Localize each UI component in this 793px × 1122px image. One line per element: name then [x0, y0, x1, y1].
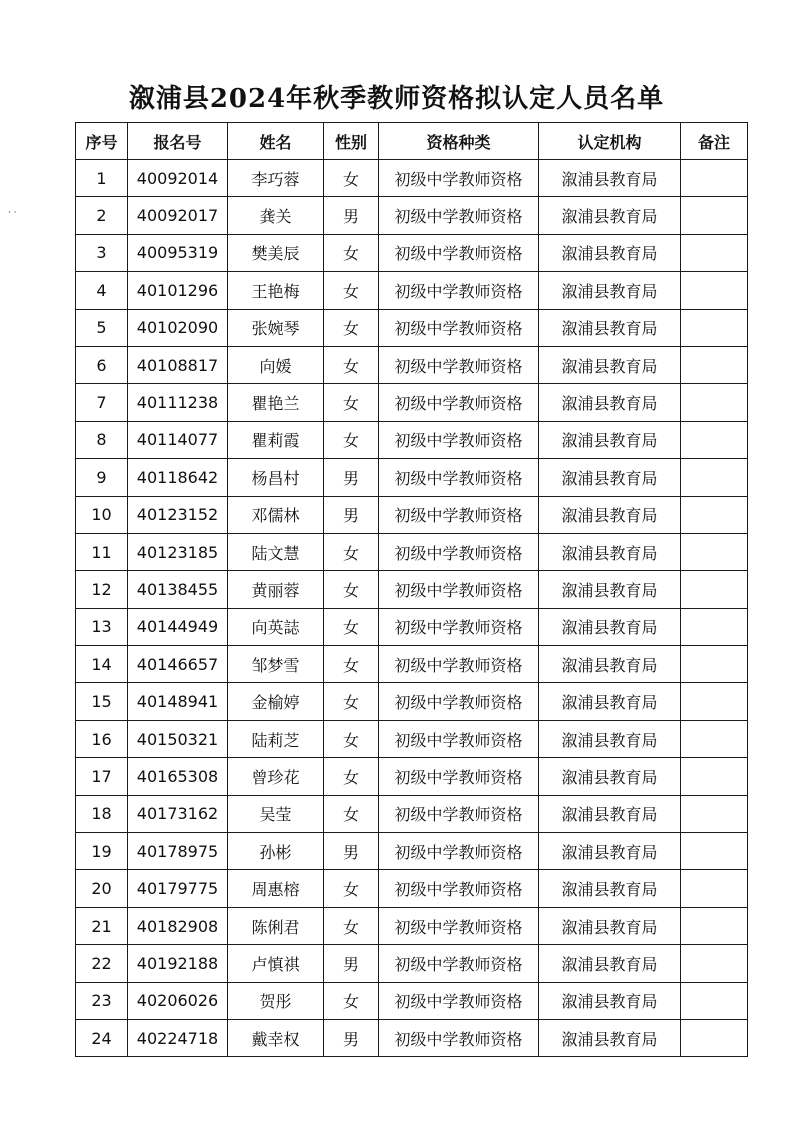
cell-remarks [681, 197, 748, 234]
cell-index: 9 [76, 459, 128, 496]
cell-certifying-agency: 溆浦县教育局 [539, 982, 681, 1019]
cell-registration-number: 40092014 [128, 160, 228, 197]
cell-registration-number: 40178975 [128, 833, 228, 870]
table-row [76, 309, 748, 346]
cell-name: 樊美辰 [228, 234, 324, 271]
cell-registration-number: 40150321 [128, 720, 228, 757]
cell-qualification-type: 初级中学教师资格 [379, 197, 539, 234]
cell-name: 陆文慧 [228, 533, 324, 570]
cell-name: 邓儒林 [228, 496, 324, 533]
cell-registration-number: 40144949 [128, 608, 228, 645]
cell-certifying-agency: 溆浦县教育局 [539, 1019, 681, 1056]
table-row [76, 160, 748, 197]
cell-remarks [681, 421, 748, 458]
cell-name: 李巧蓉 [228, 160, 324, 197]
cell-certifying-agency: 溆浦县教育局 [539, 533, 681, 570]
cell-index: 2 [76, 197, 128, 234]
header-index: 序号 [76, 123, 128, 160]
cell-name: 吴莹 [228, 795, 324, 832]
table-row [76, 1019, 748, 1056]
cell-gender: 男 [324, 833, 379, 870]
cell-certifying-agency: 溆浦县教育局 [539, 646, 681, 683]
cell-registration-number: 40123185 [128, 533, 228, 570]
cell-qualification-type: 初级中学教师资格 [379, 646, 539, 683]
cell-registration-number: 40148941 [128, 683, 228, 720]
cell-gender: 女 [324, 384, 379, 421]
cell-index: 5 [76, 309, 128, 346]
cell-qualification-type: 初级中学教师资格 [379, 533, 539, 570]
table-row [76, 945, 748, 982]
cell-qualification-type: 初级中学教师资格 [379, 496, 539, 533]
cell-remarks [681, 870, 748, 907]
cell-remarks [681, 272, 748, 309]
cell-gender: 女 [324, 272, 379, 309]
cell-name: 王艳梅 [228, 272, 324, 309]
cell-remarks [681, 646, 748, 683]
cell-index: 24 [76, 1019, 128, 1056]
table-row [76, 197, 748, 234]
cell-name: 瞿艳兰 [228, 384, 324, 421]
cell-gender: 女 [324, 608, 379, 645]
cell-registration-number: 40206026 [128, 982, 228, 1019]
cell-certifying-agency: 溆浦县教育局 [539, 160, 681, 197]
cell-certifying-agency: 溆浦县教育局 [539, 571, 681, 608]
cell-certifying-agency: 溆浦县教育局 [539, 608, 681, 645]
cell-remarks [681, 907, 748, 944]
cell-index: 3 [76, 234, 128, 271]
cell-registration-number: 40165308 [128, 758, 228, 795]
cell-certifying-agency: 溆浦县教育局 [539, 346, 681, 383]
cell-remarks [681, 571, 748, 608]
cell-certifying-agency: 溆浦县教育局 [539, 907, 681, 944]
cell-remarks [681, 795, 748, 832]
cell-registration-number: 40118642 [128, 459, 228, 496]
cell-certifying-agency: 溆浦县教育局 [539, 384, 681, 421]
table-row [76, 683, 748, 720]
cell-index: 13 [76, 608, 128, 645]
cell-index: 23 [76, 982, 128, 1019]
cell-certifying-agency: 溆浦县教育局 [539, 309, 681, 346]
cell-remarks [681, 683, 748, 720]
cell-index: 22 [76, 945, 128, 982]
table-row [76, 907, 748, 944]
cell-gender: 女 [324, 571, 379, 608]
table-row [76, 646, 748, 683]
table-row [76, 421, 748, 458]
cell-qualification-type: 初级中学教师资格 [379, 795, 539, 832]
cell-index: 16 [76, 720, 128, 757]
cell-certifying-agency: 溆浦县教育局 [539, 459, 681, 496]
cell-gender: 女 [324, 907, 379, 944]
cell-certifying-agency: 溆浦县教育局 [539, 683, 681, 720]
cell-registration-number: 40192188 [128, 945, 228, 982]
cell-gender: 女 [324, 870, 379, 907]
cell-name: 杨昌村 [228, 459, 324, 496]
cell-registration-number: 40179775 [128, 870, 228, 907]
cell-qualification-type: 初级中学教师资格 [379, 1019, 539, 1056]
cell-registration-number: 40108817 [128, 346, 228, 383]
cell-certifying-agency: 溆浦县教育局 [539, 272, 681, 309]
table-row [76, 870, 748, 907]
cell-certifying-agency: 溆浦县教育局 [539, 421, 681, 458]
cell-name: 向英誌 [228, 608, 324, 645]
cell-index: 17 [76, 758, 128, 795]
cell-qualification-type: 初级中学教师资格 [379, 870, 539, 907]
cell-remarks [681, 160, 748, 197]
cell-registration-number: 40095319 [128, 234, 228, 271]
cell-certifying-agency: 溆浦县教育局 [539, 870, 681, 907]
cell-name: 曾珍花 [228, 758, 324, 795]
cell-registration-number: 40173162 [128, 795, 228, 832]
header-gender: 性别 [324, 123, 379, 160]
page-title: 溆浦县2024年秋季教师资格拟认定人员名单 [128, 84, 665, 114]
cell-gender: 女 [324, 421, 379, 458]
cell-gender: 女 [324, 758, 379, 795]
cell-index: 11 [76, 533, 128, 570]
cell-name: 陆莉芝 [228, 720, 324, 757]
cell-name: 卢慎祺 [228, 945, 324, 982]
cell-name: 戴幸权 [228, 1019, 324, 1056]
cell-remarks [681, 945, 748, 982]
table-row [76, 608, 748, 645]
cell-qualification-type: 初级中学教师资格 [379, 346, 539, 383]
cell-qualification-type: 初级中学教师资格 [379, 720, 539, 757]
table-row [76, 795, 748, 832]
cell-gender: 女 [324, 982, 379, 1019]
cell-gender: 女 [324, 346, 379, 383]
table-row [76, 720, 748, 757]
table-row [76, 272, 748, 309]
header-remarks: 备注 [681, 123, 748, 160]
roster-table [75, 122, 748, 1057]
cell-qualification-type: 初级中学教师资格 [379, 421, 539, 458]
cell-registration-number: 40111238 [128, 384, 228, 421]
cell-index: 19 [76, 833, 128, 870]
cell-name: 周惠榕 [228, 870, 324, 907]
table-row [76, 384, 748, 421]
cell-remarks [681, 234, 748, 271]
cell-gender: 女 [324, 720, 379, 757]
cell-index: 21 [76, 907, 128, 944]
cell-registration-number: 40146657 [128, 646, 228, 683]
table-header [76, 123, 748, 160]
table-row [76, 982, 748, 1019]
scan-mark: · · [8, 208, 17, 218]
cell-remarks [681, 346, 748, 383]
cell-index: 10 [76, 496, 128, 533]
cell-name: 向媛 [228, 346, 324, 383]
header-qualification-type: 资格种类 [379, 123, 539, 160]
cell-qualification-type: 初级中学教师资格 [379, 459, 539, 496]
cell-gender: 女 [324, 533, 379, 570]
cell-index: 15 [76, 683, 128, 720]
header-row [76, 123, 748, 160]
cell-index: 8 [76, 421, 128, 458]
cell-qualification-type: 初级中学教师资格 [379, 683, 539, 720]
cell-certifying-agency: 溆浦县教育局 [539, 720, 681, 757]
cell-remarks [681, 982, 748, 1019]
cell-name: 陈俐君 [228, 907, 324, 944]
cell-registration-number: 40138455 [128, 571, 228, 608]
cell-index: 12 [76, 571, 128, 608]
cell-gender: 女 [324, 309, 379, 346]
cell-remarks [681, 758, 748, 795]
cell-remarks [681, 720, 748, 757]
cell-name: 黄丽蓉 [228, 571, 324, 608]
cell-certifying-agency: 溆浦县教育局 [539, 496, 681, 533]
cell-gender: 女 [324, 646, 379, 683]
cell-certifying-agency: 溆浦县教育局 [539, 234, 681, 271]
cell-qualification-type: 初级中学教师资格 [379, 608, 539, 645]
cell-index: 18 [76, 795, 128, 832]
cell-registration-number: 40102090 [128, 309, 228, 346]
cell-index: 14 [76, 646, 128, 683]
header-registration-number: 报名号 [128, 123, 228, 160]
cell-certifying-agency: 溆浦县教育局 [539, 197, 681, 234]
cell-index: 1 [76, 160, 128, 197]
cell-name: 孙彬 [228, 833, 324, 870]
cell-qualification-type: 初级中学教师资格 [379, 160, 539, 197]
cell-qualification-type: 初级中学教师资格 [379, 907, 539, 944]
table-row [76, 571, 748, 608]
cell-index: 7 [76, 384, 128, 421]
table-row [76, 346, 748, 383]
table-row [76, 234, 748, 271]
table-row [76, 833, 748, 870]
cell-remarks [681, 309, 748, 346]
table-row [76, 459, 748, 496]
cell-name: 张婉琴 [228, 309, 324, 346]
cell-qualification-type: 初级中学教师资格 [379, 833, 539, 870]
cell-qualification-type: 初级中学教师资格 [379, 272, 539, 309]
cell-registration-number: 40092017 [128, 197, 228, 234]
cell-index: 20 [76, 870, 128, 907]
cell-remarks [681, 833, 748, 870]
cell-remarks [681, 1019, 748, 1056]
cell-registration-number: 40224718 [128, 1019, 228, 1056]
cell-remarks [681, 496, 748, 533]
cell-gender: 女 [324, 683, 379, 720]
cell-remarks [681, 608, 748, 645]
cell-gender: 男 [324, 496, 379, 533]
cell-index: 4 [76, 272, 128, 309]
cell-gender: 男 [324, 459, 379, 496]
cell-gender: 男 [324, 1019, 379, 1056]
cell-gender: 男 [324, 945, 379, 982]
cell-qualification-type: 初级中学教师资格 [379, 384, 539, 421]
cell-name: 邹梦雪 [228, 646, 324, 683]
cell-gender: 男 [324, 197, 379, 234]
cell-qualification-type: 初级中学教师资格 [379, 945, 539, 982]
table-body [76, 160, 748, 1057]
header-certifying-agency: 认定机构 [539, 123, 681, 160]
cell-qualification-type: 初级中学教师资格 [379, 309, 539, 346]
cell-name: 贺彤 [228, 982, 324, 1019]
cell-remarks [681, 459, 748, 496]
cell-qualification-type: 初级中学教师资格 [379, 758, 539, 795]
cell-index: 6 [76, 346, 128, 383]
cell-gender: 女 [324, 234, 379, 271]
cell-qualification-type: 初级中学教师资格 [379, 571, 539, 608]
cell-name: 瞿莉霞 [228, 421, 324, 458]
cell-registration-number: 40182908 [128, 907, 228, 944]
table-row [76, 758, 748, 795]
cell-name: 龚关 [228, 197, 324, 234]
cell-gender: 女 [324, 160, 379, 197]
cell-qualification-type: 初级中学教师资格 [379, 234, 539, 271]
cell-registration-number: 40114077 [128, 421, 228, 458]
cell-qualification-type: 初级中学教师资格 [379, 982, 539, 1019]
cell-name: 金榆婷 [228, 683, 324, 720]
cell-registration-number: 40123152 [128, 496, 228, 533]
cell-certifying-agency: 溆浦县教育局 [539, 795, 681, 832]
cell-remarks [681, 533, 748, 570]
cell-gender: 女 [324, 795, 379, 832]
cell-registration-number: 40101296 [128, 272, 228, 309]
cell-certifying-agency: 溆浦县教育局 [539, 945, 681, 982]
cell-remarks [681, 384, 748, 421]
table-row [76, 533, 748, 570]
table-row [76, 496, 748, 533]
cell-certifying-agency: 溆浦县教育局 [539, 758, 681, 795]
header-name: 姓名 [228, 123, 324, 160]
cell-certifying-agency: 溆浦县教育局 [539, 833, 681, 870]
